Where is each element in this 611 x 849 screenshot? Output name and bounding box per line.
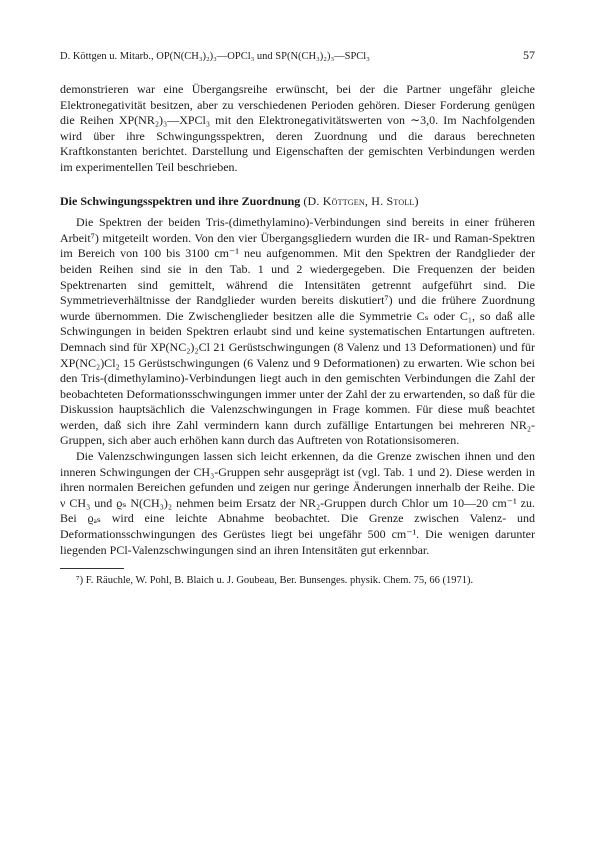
running-title: D. Köttgen u. Mitarb., OP(N(CH₃)₂)₃—OPCl₃ und SP(N(CH₃)₂)₃—SPCl₃: [60, 51, 370, 62]
body-paragraph-2: Die Valenzschwingungen lassen sich leicht erkennen, da die Grenze zwischen ihnen und den inneren Schwingungen der CH₃-Gruppen sehr ausgeprägt ist (vgl. Tab. 1 und 2). Diese werden in ihren normalen Bereichen gefunden und zeigen nur geringe Änderungen innerhalb der Reihe. Die ν CH₃ und ϱₛ N(CH₃)₂ nehmen beim Ersatz der NR₂-Gruppen durch Chlor um 10—20 cm⁻¹ zu. Bei ϱₐₛ wird eine leichte Abnahme beobachtet. Die Grenze zwischen Valenz- und Deformationsschwingungen des Gerüstes liegt bei ungefähr 500 cm⁻¹. Die wenigen darunter liegenden PCl-Valenzschwingungen sind an ihren Intensitäten gut erkennbar.: [60, 449, 535, 557]
body-paragraph-1: Die Spektren der beiden Tris-(dimethylamino)-Verbindungen sind bereits in einer früheren Arbeit⁷) mitgeteilt worden. Von den vier Übergangsgliedern wurden die IR- und Raman-Spektren im Bereich von 100 bis 3100 cm⁻¹ neu aufgenommen. Mit den Spektren der Randglieder der beiden Reihen sind sie in den Tab. 1 und 2 wiedergegeben. Die Frequenzen der beiden Spektrenarten sind gemittelt, während die Intensitäten getrennt aufgeführt sind. Die Symmetrieverhältnisse der Randglieder wurden bereits diskutiert⁷) und die frühere Zuordnung wurde übernommen. Die Zwischenglieder besitzen alle die Symmetrie Cₛ oder C₁, so daß alle Schwingungen in beiden Spektren erlaubt sind und keine systematischen Entartungen auftreten. Demnach sind für XP(NC₂)₂Cl 21 Gerüstschwingungen (8 Valenz und 13 Deformationen) und für XP(NC₂)Cl₂ 15 Gerüstschwingungen (6 Valenz und 9 Deformationen) zu erwarten. Wie schon bei den Tris-(dimethylamino)-Verbindungen liegt auch in den gemischten Verbindungen die Zahl der beobachteten Deformationsschwingungen immer unter der Zahl der zu erwartenden, so daß für die Diskussion hauptsächlich die Valenzschwingungen in Frage kommen. Für diese muß beachtet werden, daß sich ihre Zahl vermindern kann durch zufällige Entartungen bei mehreren NR₂-Gruppen, sich aber auch erhöhen kann durch das Auftreten von Rotationsisomeren.: [60, 215, 535, 448]
footnote-divider: [60, 568, 124, 569]
section-heading: [60, 194, 535, 210]
running-header: [60, 48, 535, 64]
section-title: Die Schwingungsspektren und ihre Zuordnung: [60, 193, 301, 208]
footnote: ⁷) F. Räuchle, W. Pohl, B. Blaich u. J. Goubeau, Ber. Bunsenges. physik. Chem. 75, 66 (1971).: [76, 575, 474, 587]
page-number: 57: [523, 48, 535, 62]
intro-paragraph: demonstrieren war eine Übergangsreihe erwünscht, bei der die Partner ungefähr gleiche Elektronegativität besitzen, aber zu verschiedenen Perioden gehören. Dieser Forderung genügen die Reihen XP(NR₂)₃—XPCl₃ mit den Elektronegativitätswerten von ∼3,0. Im Nachfolgenden wird über ihre Schwingungsspektren, deren Zuordnung und die daraus berechneten Kraftkonstanten berichtet. Darstellung und Eigenschaften der gemischten Verbindungen werden im experimentellen Teil beschrieben.: [60, 82, 535, 174]
page: [60, 48, 535, 588]
section-authors: (D. Köttgen, H. Stoll): [303, 193, 419, 208]
